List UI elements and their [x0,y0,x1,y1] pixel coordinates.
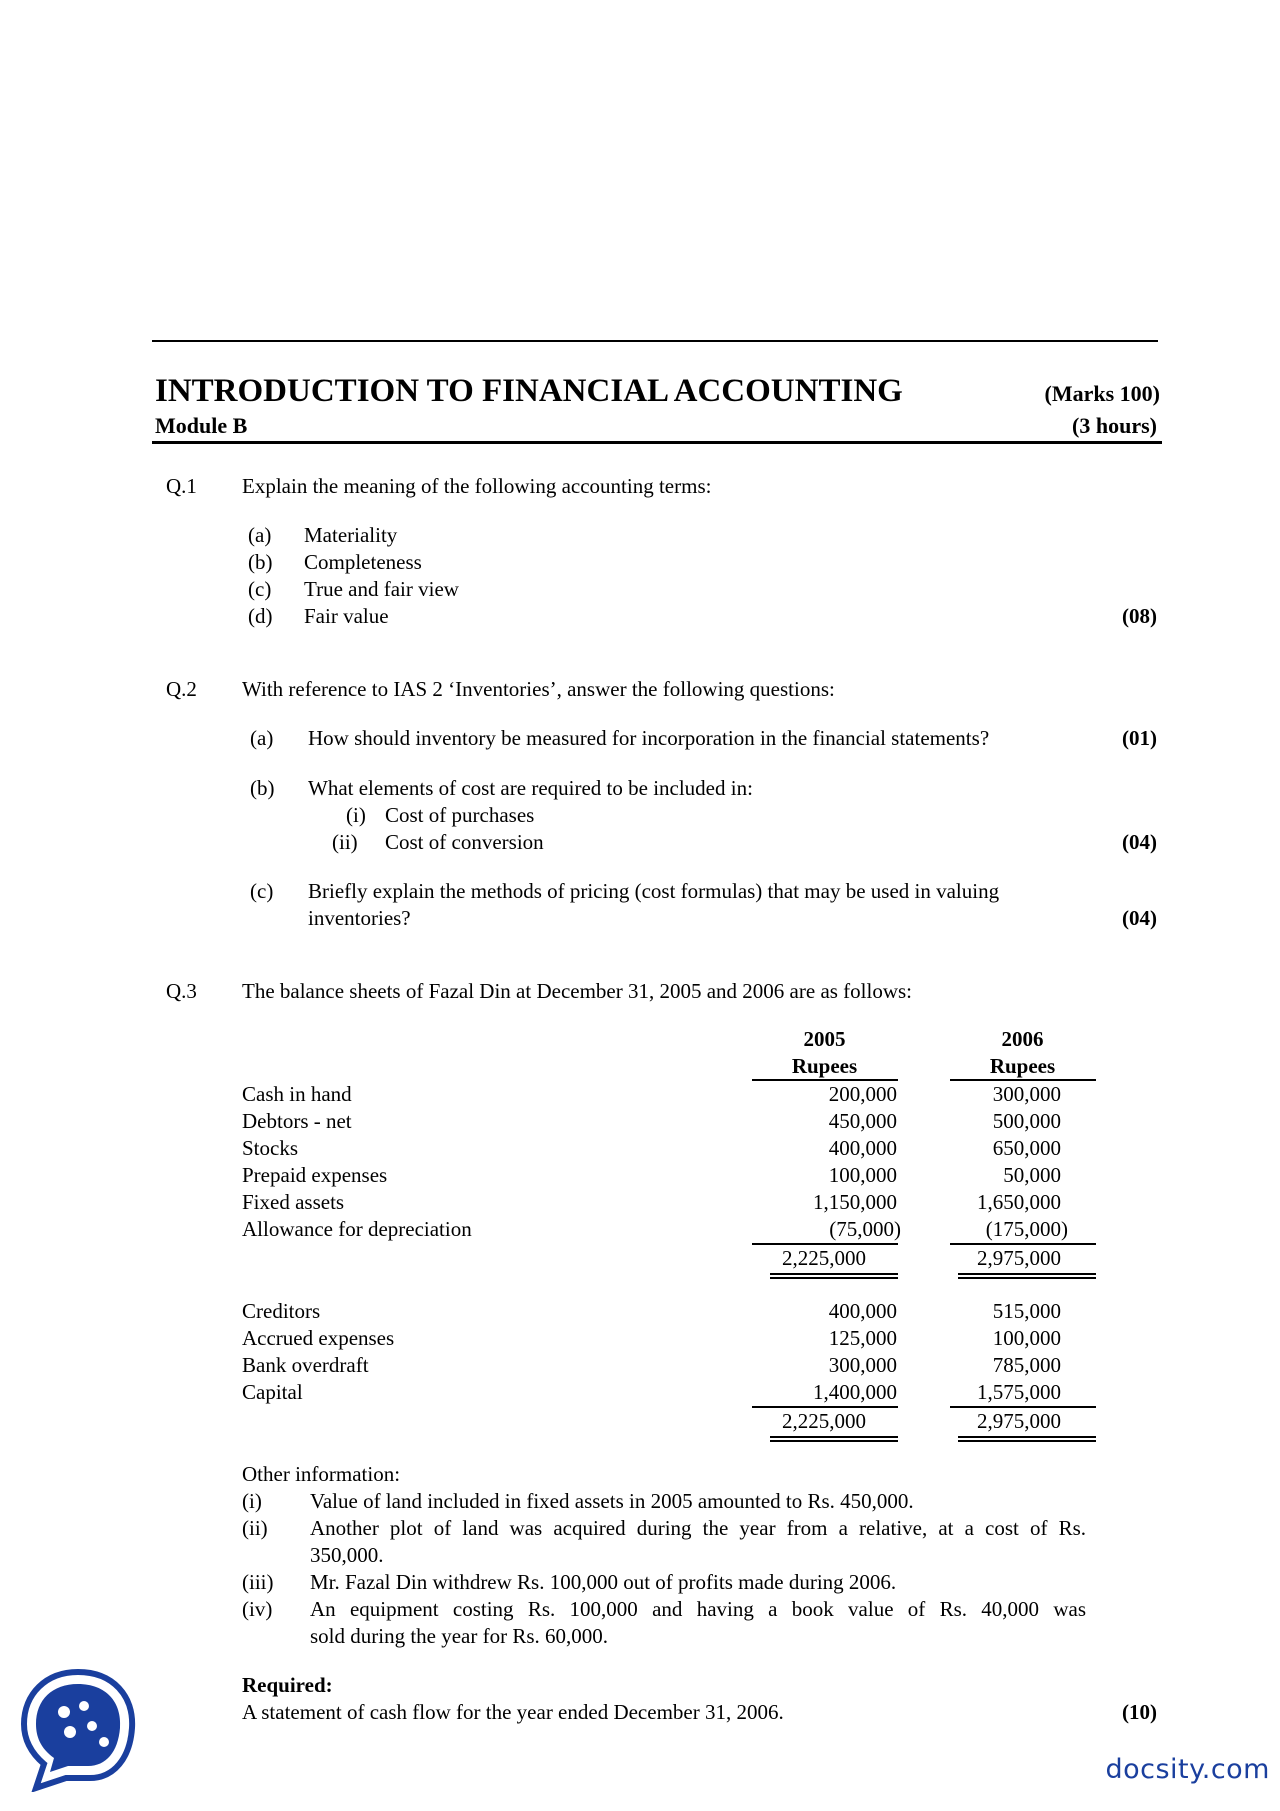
q1-item-c-text: True and fair view [304,577,459,601]
asset-row-2006: 300,000 [992,1082,1061,1106]
asset-row-2006: 500,000 [992,1109,1061,1133]
q1-item-d-text: Fair value [304,604,389,628]
liabilities-total-double-rule-2006 [958,1436,1096,1438]
q2b-sub-i-text: Cost of purchases [385,803,535,827]
total-marks: (Marks 100) [1044,381,1160,406]
asset-row-2005: (75,000) [829,1217,901,1241]
other-info-line: Value of land included in fixed assets in 2005 amounted to Rs. 450,000. [310,1489,914,1513]
page-title: INTRODUCTION TO FINANCIAL ACCOUNTING [155,373,903,409]
other-info-line: sold during the year for Rs. 60,000. [310,1624,609,1648]
liabilities-total-2005: 2,225,000 [782,1409,866,1433]
q2c-marks: (04) [1122,906,1157,930]
asset-row-2005: 1,150,000 [813,1190,897,1214]
assets-total-double-rule-2006 [958,1277,1096,1279]
liability-row-label: Bank overdraft [242,1353,369,1377]
other-info-heading: Other information: [242,1462,401,1486]
col-2005-unit: Rupees [791,1054,858,1078]
q1-item-d-label: (d) [248,604,273,628]
q3-number: Q.3 [166,979,197,1003]
asset-row-2005: 100,000 [828,1163,897,1187]
q2a-marks: (01) [1122,726,1157,750]
other-info-line: An equipment costing Rs. 100,000 and having a book value of Rs. 40,000 was [310,1597,1086,1621]
q1-number: Q.1 [166,474,197,498]
liability-row-2006: 515,000 [992,1299,1061,1323]
required-heading: Required: [242,1673,333,1697]
q2-prompt: With reference to IAS 2 ‘Inventories’, answer the following questions: [242,677,835,701]
required-text: A statement of cash flow for the year ended December 31, 2006. [242,1700,784,1724]
module-label: Module B [155,413,248,438]
liability-row-2005: 400,000 [828,1299,897,1323]
assets-total-2006: 2,975,000 [977,1246,1061,1270]
q1-item-a-text: Materiality [304,523,398,547]
liability-row-2006: 785,000 [992,1353,1061,1377]
q1-item-c-label: (c) [248,577,272,601]
assets-total-double-rule-2005 [770,1277,898,1279]
assets-total-2005: 2,225,000 [782,1246,866,1270]
q1-prompt: Explain the meaning of the following accounting terms: [242,474,712,498]
docsity-logo-icon [18,1666,138,1792]
other-info-line: 350,000. [310,1543,384,1567]
asset-row-label: Prepaid expenses [242,1163,388,1187]
asset-row-label: Allowance for depreciation [242,1217,472,1241]
asset-row-label: Cash in hand [242,1082,352,1106]
duration: (3 hours) [1072,413,1157,438]
q2b-text: What elements of cost are required to be included in: [308,776,753,800]
asset-row-label: Stocks [242,1136,299,1160]
asset-row-2006: 50,000 [1003,1163,1061,1187]
asset-row-2005: 400,000 [828,1136,897,1160]
other-info-line: Mr. Fazal Din withdrew Rs. 100,000 out of profits made during 2006. [310,1570,897,1594]
q2b-sub-ii-text: Cost of conversion [385,830,544,854]
q1-item-a-label: (a) [248,523,272,547]
other-info-label: (ii) [242,1516,268,1540]
top-rule [152,340,1158,342]
liability-row-label: Creditors [242,1299,321,1323]
liability-row-2005: 1,400,000 [813,1380,897,1404]
q1-item-b-text: Completeness [304,550,422,574]
assets-total-double-rule-2005 [770,1273,898,1275]
q3-prompt: The balance sheets of Fazal Din at December 31, 2005 and 2006 are as follows: [242,979,913,1003]
asset-row-label: Debtors - net [242,1109,352,1133]
liabilities-total-double-rule-2005 [770,1440,898,1442]
q2b-sub-ii-label: (ii) [332,830,358,854]
liability-row-2006: 1,575,000 [977,1380,1061,1404]
liabilities-total-double-rule-2005 [770,1436,898,1438]
q2b-label: (b) [250,776,275,800]
other-info-label: (iii) [242,1570,274,1594]
q1-marks: (08) [1122,604,1157,628]
docsity-watermark[interactable]: docsity.com [1105,1754,1270,1785]
asset-row-label: Fixed assets [242,1190,345,1214]
liabilities-total-2006: 2,975,000 [977,1409,1061,1433]
liabilities-total-double-rule-2006 [958,1440,1096,1442]
liability-row-2005: 300,000 [828,1353,897,1377]
other-info-label: (iv) [242,1597,273,1621]
asset-row-2005: 450,000 [828,1109,897,1133]
q2-number: Q.2 [166,677,197,701]
asset-row-2006: (175,000) [985,1217,1068,1241]
q1-item-b-label: (b) [248,550,273,574]
q2b-sub-i-label: (i) [346,803,366,827]
q2a-text: How should inventory be measured for incorporation in the financial statements? [308,726,990,750]
q2c-line2: inventories? [308,906,411,930]
asset-row-2006: 1,650,000 [977,1190,1061,1214]
asset-row-2005: 200,000 [828,1082,897,1106]
liability-row-2005: 125,000 [828,1326,897,1350]
liability-row-label: Accrued expenses [242,1326,395,1350]
col-2005-year: 2005 [803,1027,846,1051]
q2a-label: (a) [250,726,274,750]
header-rule [152,441,1162,444]
asset-row-2006: 650,000 [992,1136,1061,1160]
liability-row-label: Capital [242,1380,303,1404]
q2c-line1: Briefly explain the methods of pricing (cost formulas) that may be used in valuing [308,879,1000,903]
col-2006-year: 2006 [1001,1027,1044,1051]
q2c-label: (c) [250,879,274,903]
assets-total-double-rule-2006 [958,1273,1096,1275]
q3-marks: (10) [1122,1700,1157,1724]
other-info-label: (i) [242,1489,262,1513]
liability-row-2006: 100,000 [992,1326,1061,1350]
q2b-marks: (04) [1122,830,1157,854]
other-info-line: Another plot of land was acquired during the year from a relative, at a cost of Rs. [310,1516,1086,1540]
col-2006-unit: Rupees [989,1054,1056,1078]
